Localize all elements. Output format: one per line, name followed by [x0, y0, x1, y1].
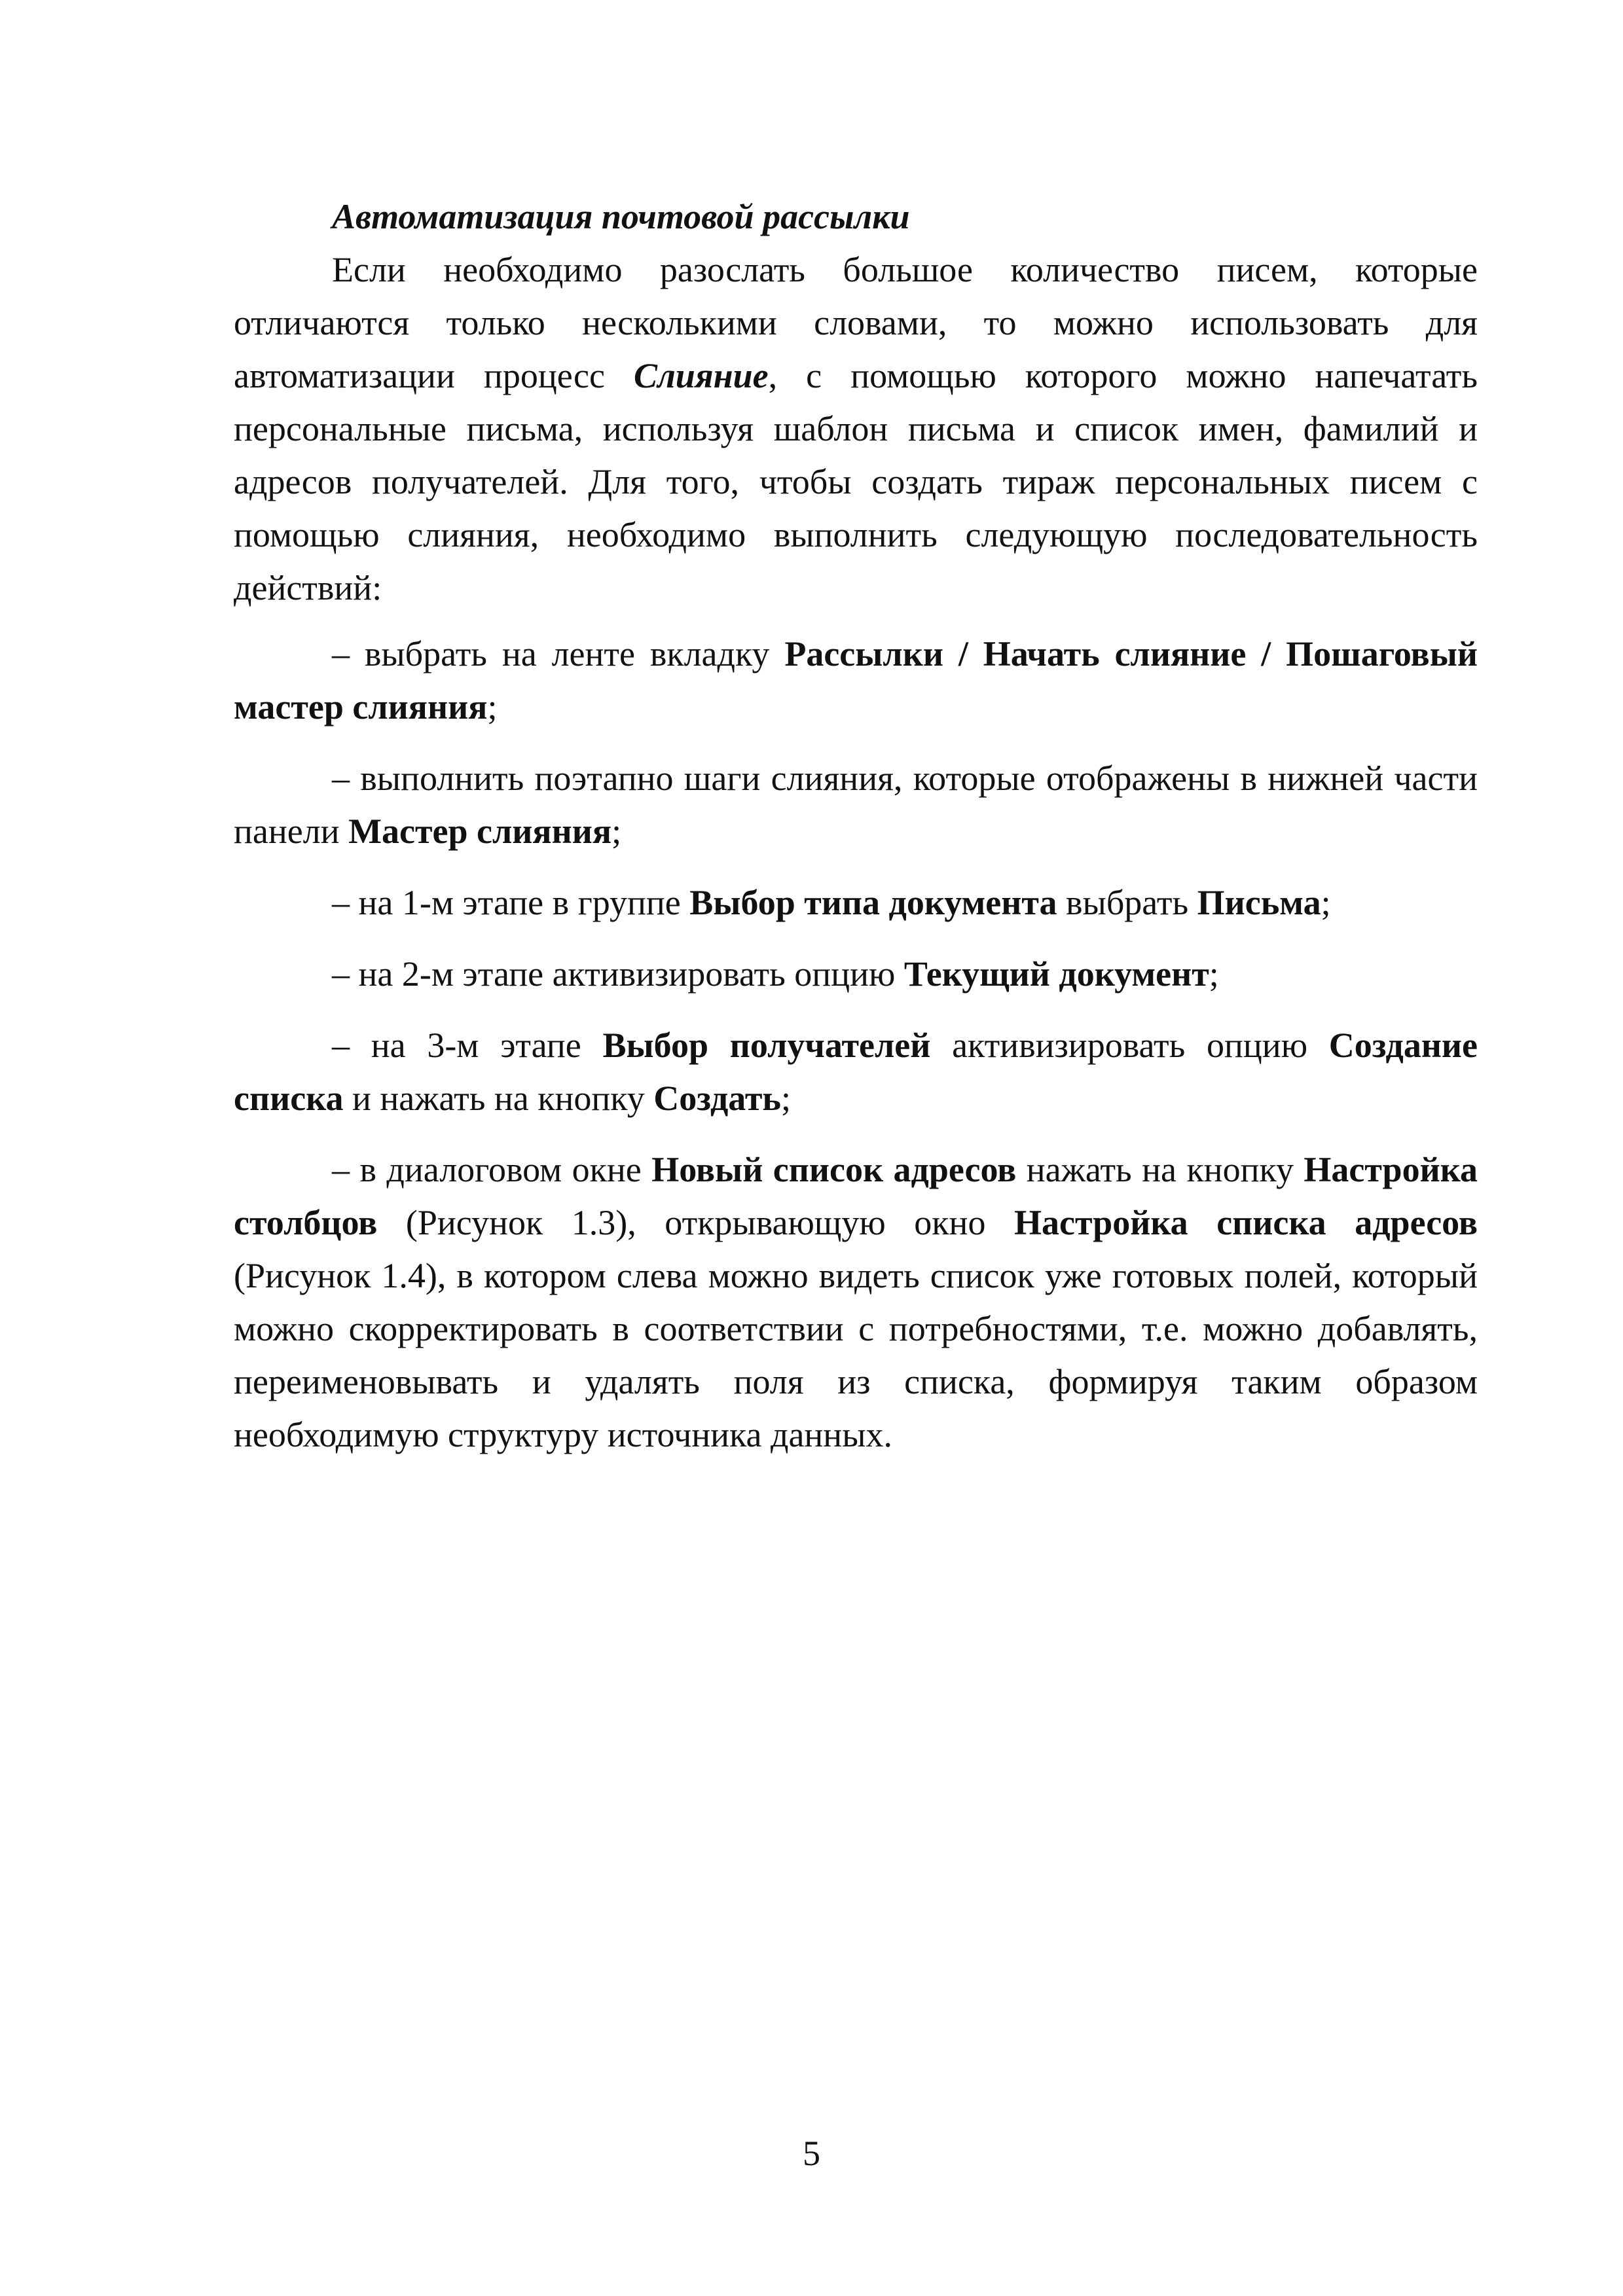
step-6-bold-2: Настройка столбцов [234, 1150, 1478, 1242]
step-2-bold-1: Мастер слияния [348, 812, 612, 851]
step-4-text-2: ; [1209, 954, 1219, 994]
intro-text-1: Если необходимо разослать большое количество писем, которые отличаются только несколькими словами, то можно использовать для автоматизации процесс [234, 250, 1478, 395]
step-6 [234, 1143, 1478, 1462]
step-6-text-4: (Рисунок 1.4), в котором слева можно видеть список уже готовых полей, который можно скорректировать в соответствии с потребностями, т.е. можно добавлять, переименовывать и удалять поля из списка, формируя таким образом необходимую структуру источника данных. [234, 1256, 1478, 1454]
step-4-text-1: – на 2-м этапе активизировать опцию [332, 954, 904, 994]
step-5-text-3: и нажать на кнопку [343, 1079, 654, 1118]
step-5-bold-2: Создание списка [234, 1026, 1478, 1118]
step-2-text-2: ; [611, 812, 622, 851]
step-5-text-4: ; [780, 1079, 791, 1118]
intro-paragraph [234, 243, 1478, 615]
step-3 [234, 876, 1478, 929]
step-1-text-2: ; [487, 687, 498, 726]
step-3-bold-1: Выбор типа документа [689, 883, 1057, 922]
page-number: 5 [803, 2134, 820, 2173]
section-heading: Автоматизация почтовой рассылки [332, 197, 910, 236]
step-3-text-3: ; [1321, 883, 1331, 922]
step-5 [234, 1019, 1478, 1125]
step-1-text-1: – выбрать на ленте вкладку [332, 634, 785, 673]
step-4-bold-1: Текущий документ [903, 954, 1209, 994]
step-6-text-3: (Рисунок 1.3), открывающую окно [377, 1203, 1015, 1242]
step-5-bold-3: Создать [653, 1079, 781, 1118]
step-6-text-2: нажать на кнопку [1016, 1150, 1304, 1189]
step-5-bold-1: Выбор получателей [602, 1026, 931, 1065]
intro-term-merge: Слияние [634, 356, 769, 395]
step-6-bold-3: Настройка списка адресов [1014, 1203, 1478, 1242]
step-5-text-2: активизировать опцию [930, 1026, 1329, 1065]
step-5-text-1: – на 3-м этапе [332, 1026, 603, 1065]
step-3-text-2: выбрать [1057, 883, 1197, 922]
page-body [234, 190, 1478, 1480]
step-6-text-1: – в диалоговом окне [332, 1150, 652, 1189]
step-2 [234, 752, 1478, 858]
step-1 [234, 628, 1478, 734]
step-6-bold-1: Новый список адресов [651, 1150, 1017, 1189]
intro-text-2: , с помощью которого можно напечатать персональные письма, используя шаблон письма и список имен, фамилий и адресов получателей. Для того, чтобы создать тираж персональных писем с помощью слияния, необходимо выполнить следующую последовательность действий: [234, 356, 1478, 607]
step-3-bold-2: Письма [1197, 883, 1321, 922]
step-1-bold-1: Рассылки / Начать слияние / Пошаговый мастер слияния [234, 634, 1478, 726]
step-4 [234, 948, 1478, 1001]
step-3-text-1: – на 1-м этапе в группе [332, 883, 690, 922]
step-2-text-1: – выполнить поэтапно шаги слияния, которые отображены в нижней части панели [234, 759, 1478, 851]
